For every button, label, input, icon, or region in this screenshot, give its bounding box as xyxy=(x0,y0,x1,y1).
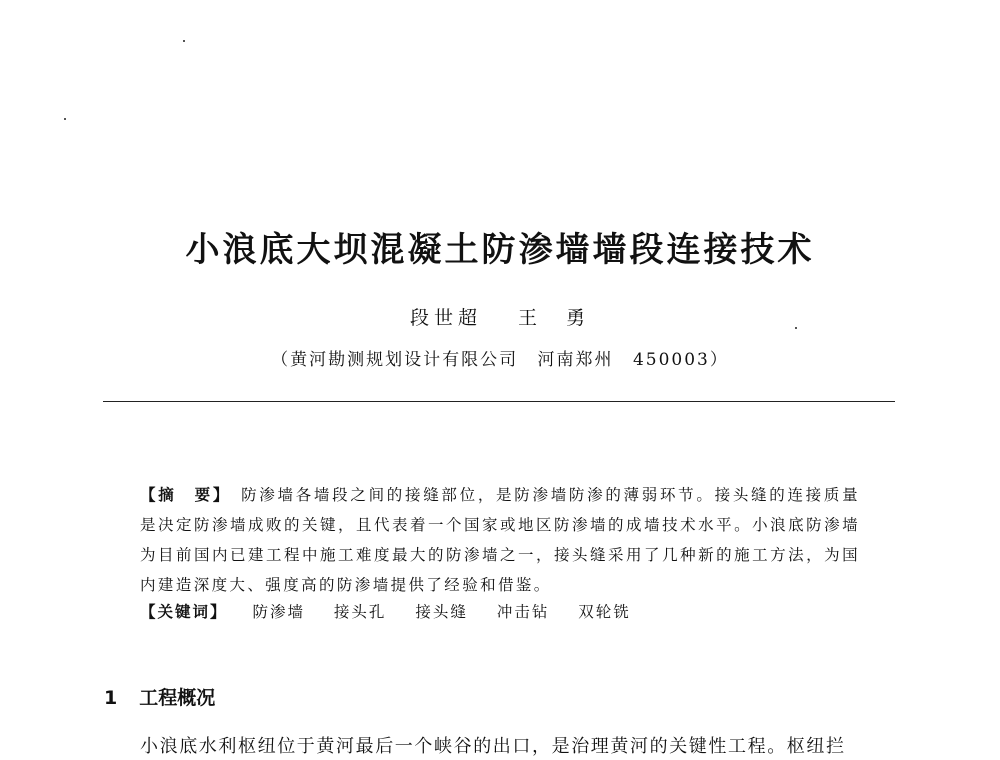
keyword: 双轮铣 xyxy=(578,603,631,621)
scan-speck xyxy=(64,118,66,120)
keyword: 接头孔 xyxy=(333,603,387,621)
paper-title: 小浪底大坝混凝土防渗墙墙段连接技术 xyxy=(185,230,815,270)
keywords-label: 【关键词】 xyxy=(140,602,228,621)
author-name: 王 勇 xyxy=(518,307,591,329)
section-heading xyxy=(104,683,215,710)
scan-speck xyxy=(183,40,185,42)
keyword: 防渗墙 xyxy=(252,603,305,621)
abstract xyxy=(140,480,860,600)
keyword: 冲击钻 xyxy=(496,603,550,621)
affiliation-location: 河南郑州 xyxy=(537,350,614,370)
author-list xyxy=(0,303,1000,330)
keyword: 接头缝 xyxy=(415,603,468,621)
section-title: 工程概况 xyxy=(139,687,216,709)
affiliation-postcode: 450003） xyxy=(632,350,729,370)
author-name: 段世超 xyxy=(409,307,482,329)
abstract-label: 【摘 要】 xyxy=(140,485,232,504)
abstract-text: 防渗墙各墙段之间的接缝部位，是防渗墙防渗的薄弱环节。接头缝的连接质量是决定防渗墙成败的关键，且代表着一个国家或地区防渗墙的成墙技术水平。小浪底防渗墙为目前国内已建工程中施工难度最大的防渗墙之一，接头缝采用了几种新的施工方法，为国内建造深度大、强度高的防渗墙提供了经验和借鉴。 xyxy=(140,486,860,594)
header-divider xyxy=(103,401,895,402)
keywords xyxy=(140,600,860,622)
section-number: 1 xyxy=(104,687,118,709)
affiliation-org: （黄河勘测规划设计有限公司 xyxy=(271,350,519,370)
affiliation xyxy=(0,345,1000,370)
body-paragraph: 小浪底水利枢纽位于黄河最后一个峡谷的出口，是治理黄河的关键性工程。枢纽拦 xyxy=(140,736,846,757)
